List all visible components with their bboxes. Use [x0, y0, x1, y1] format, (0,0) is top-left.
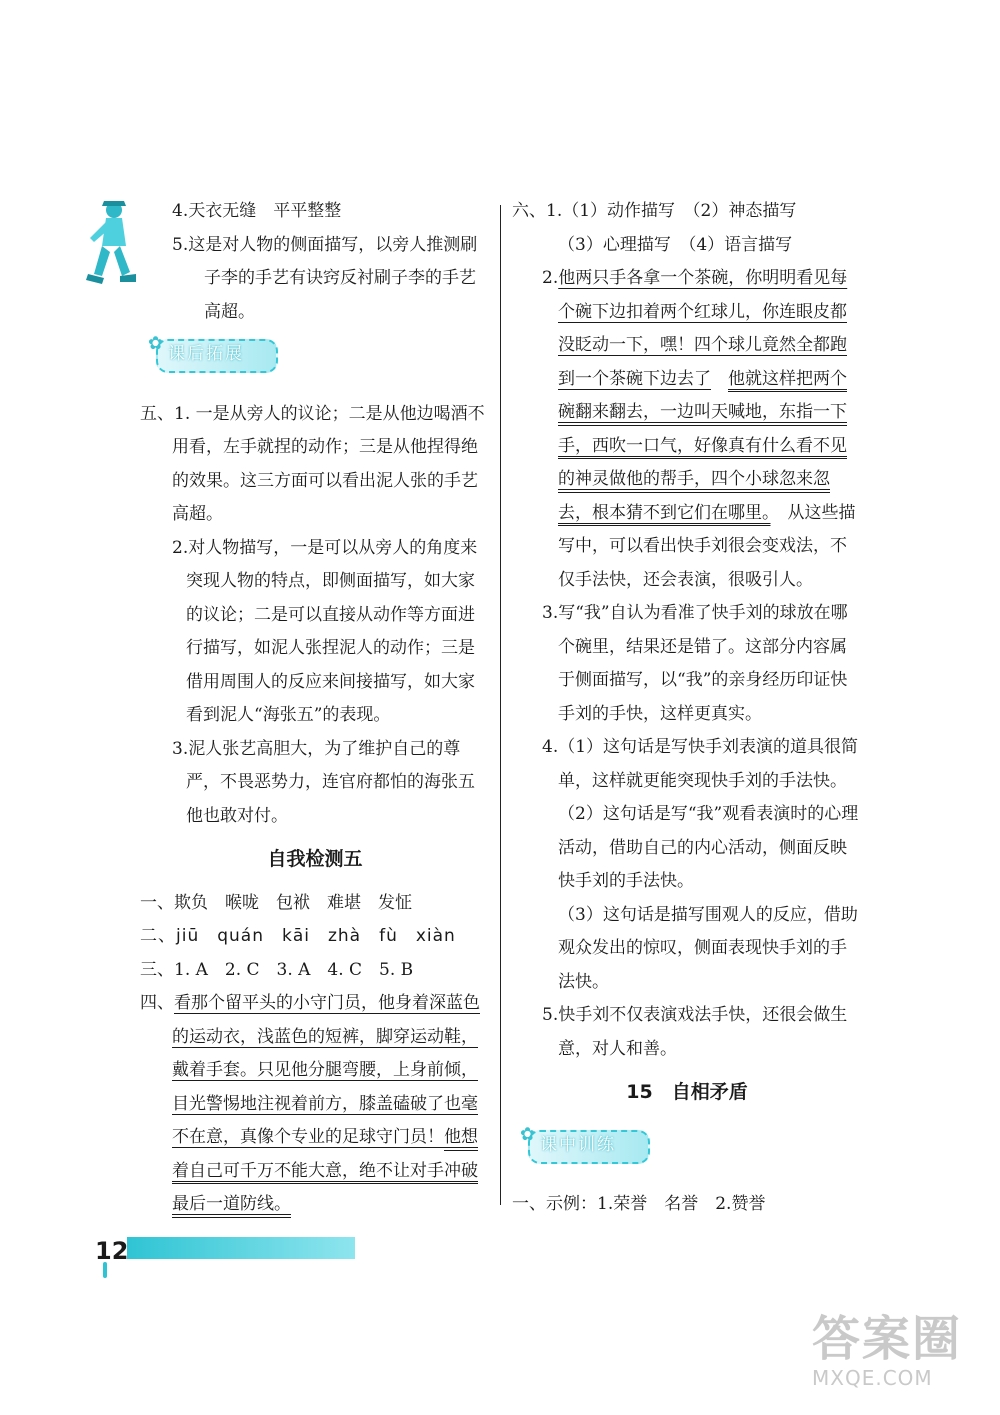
page-number: 12 — [95, 1237, 129, 1265]
answer-line: （3）心理描写 （4）语言描写 — [558, 234, 793, 255]
answer-paragraph: 4.（1）这句话是写快手刘表演的道具很简单，这样就更能突现快手刘的手法快。 — [542, 737, 859, 791]
underlined-text: 看那个留平头的小守门员，他身着深蓝色的运动衣，浅蓝色的短裤，脚穿运动鞋，戴着手套。只见他分腿弯腰，上身前倾，目光警惕地注视着前方，膝盖磕破了也毫不在意，真像个专业的足球守门员！ — [172, 993, 480, 1147]
answer-line: 一、示例：1.荣誉 名誉 2.赞誉 — [512, 1194, 766, 1214]
column-divider — [500, 205, 501, 1205]
answer-line: 4.天衣无缝 平平整整 — [172, 201, 342, 221]
watermark: 答案圈 MXQE.COM — [812, 1311, 963, 1390]
answer-line: 六、1.（1）动作描写 （2）神态描写 — [512, 201, 797, 221]
section-heading: 15 自相矛盾 — [626, 1081, 748, 1103]
page-number-bar — [127, 1237, 355, 1259]
double-underlined-text: 他就这样把两个碗翻来翻去，一边叫天喊地，东指一下手，西吹一口气，好像真有什么看不见的神灵做他的帮手，四个小球忽来忽去，根本猜不到它们在哪里。 — [558, 368, 847, 523]
pinyin-line: 二、jiū quán kāi zhà fù xiàn — [140, 926, 456, 946]
flower-icon: ✿ — [148, 333, 164, 354]
section-heading: 自我检测五 — [267, 848, 363, 870]
answer-paragraph: 五、1. 一是从旁人的议论；二是从他边喝酒不用看，左手就捏的动作；三是从他捏得绝的效果。这三方面可以看出泥人张的手艺高超。 — [140, 403, 485, 524]
answer-line: 5.这是对人物的侧面描写，以旁人推测刷子李的手艺有诀窍反衬刷子李的手艺高超。 — [172, 234, 478, 322]
answer-paragraph: 5.快手刘不仅表演戏法手快，还很会做生意，对人和善。 — [542, 1005, 848, 1059]
underlined-text: 他两只手各拿一个茶碗，你明明看见每个碗下边扣着两个红球儿，你连眼皮都没眨动一下，嘿！四个球儿竟然全都跑到一个茶碗下边去了 — [558, 268, 848, 389]
flower-icon: ✿ — [520, 1123, 536, 1145]
boy-illustration — [80, 198, 140, 290]
answer-paragraph: （3）这句话是描写围观人的反应，借助观众发出的惊叹，侧面表现快手刘的手法快。 — [558, 904, 858, 992]
answer-line: 一、欺负 喉咙 包袱 难堪 发怔 — [140, 892, 412, 913]
answer-paragraph: 四、看那个留平头的小守门员，他身着深蓝色的运动衣，浅蓝色的短裤，脚穿运动鞋，戴着手套。只见他分腿弯腰，上身前倾，目光警惕地注视着前方，膝盖磕破了也毫不在意，真像个专业的足球守门员！他想着自己可千万不能大意，绝不让对手冲破最后一道防线。 — [140, 993, 480, 1214]
double-underlined-text: 他想着自己可千万不能大意，绝不让对手冲破最后一道防线。 — [172, 1127, 478, 1214]
left-column — [140, 195, 490, 1222]
answer-paragraph: 3.泥人张艺高胆大，为了维护自己的尊严，不畏恶势力，连官府都怕的海张五他也敢对付。 — [172, 738, 475, 826]
answer-line: 三、1. A 2. C 3. A 4. C 5. B — [140, 959, 414, 980]
section-badge-in-class: ✿ 课中训练 — [520, 1126, 650, 1166]
answer-paragraph: 2.他两只手各拿一个茶碗，你明明看见每个碗下边扣着两个红球儿，你连眼皮都没眨动一下，嘿！四个球儿竟然全都跑到一个茶碗下边去了 他就这样把两个碗翻来翻去，一边叫天喊地，东指一下手，西吹一口气，好像真有什么看不见的神灵做他的帮手，四个小球忽来忽去，根本猜不到它们在哪里。 从这些描写中，可以看出快手刘很会变戏法，不仅手法快，还会表演，很吸引人。 — [542, 268, 856, 590]
answer-paragraph: 3.写“我”自认为看准了快手刘的球放在哪个碗里，结果还是错了。这部分内容属于侧面描写，以“我”的亲身经历印证快手刘的手快，这样更真实。 — [542, 603, 848, 724]
right-column — [512, 195, 862, 1222]
section-badge-after-class: ✿ 课后拓展 — [148, 335, 278, 375]
answer-paragraph: 2.对人物描写，一是可以从旁人的角度来突现人物的特点，即侧面描写，如大家的议论；二是可以直接从动作等方面进行描写，如泥人张捏泥人的动作；三是借用周围人的反应来间接描写，如大家看到泥人“海张五”的表现。 — [172, 537, 478, 725]
answer-paragraph: （2）这句话是写“我”观看表演时的心理活动，借助自己的内心活动，侧面反映快手刘的手法快。 — [558, 804, 859, 891]
